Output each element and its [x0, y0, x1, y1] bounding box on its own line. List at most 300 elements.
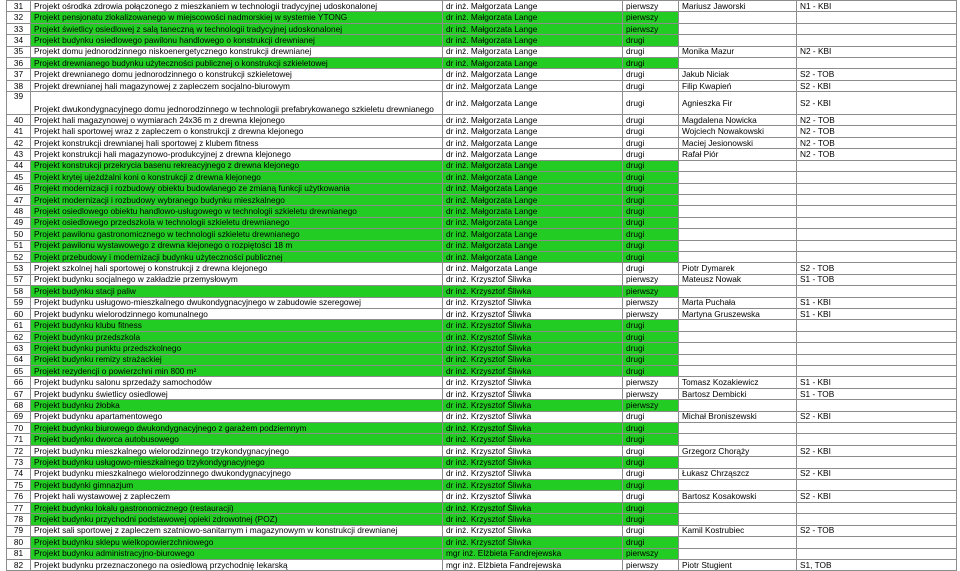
student-name-cell: Marta Puchała	[679, 297, 797, 308]
student-name-cell	[679, 251, 797, 262]
topic-title-cell: Projekt budynku mieszkalnego wielorodzinnego dwukondygnacyjnego	[31, 468, 443, 479]
degree-level-cell: pierwszy	[623, 548, 679, 559]
supervisor-cell: dr inż. Krzysztof Śliwka	[443, 366, 623, 377]
topic-title-cell: Projekt dwukondygnacyjnego domu jednorodzinnego w technologii prefabrykowanego szkieletu drewnianego	[31, 92, 443, 115]
specialization-cell	[797, 514, 957, 525]
row-number-cell: 62	[7, 331, 31, 342]
row-number-cell: 78	[7, 514, 31, 525]
student-name-cell	[679, 354, 797, 365]
table-row	[7, 354, 957, 365]
student-name-cell: Łukasz Chrząszcz	[679, 468, 797, 479]
topic-title-cell: Projekt drewnianej hali magazynowej z zapleczem socjalno-biurowym	[31, 80, 443, 91]
table-row	[7, 331, 957, 342]
student-name-cell: Mariusz Jaworski	[679, 1, 797, 12]
student-name-cell	[679, 172, 797, 183]
degree-level-cell: drugi	[623, 229, 679, 240]
supervisor-cell: dr inż. Krzysztof Śliwka	[443, 331, 623, 342]
row-number-cell: 33	[7, 23, 31, 34]
supervisor-cell: dr inż. Krzysztof Śliwka	[443, 468, 623, 479]
table-row	[7, 115, 957, 126]
supervisor-cell: dr inż. Krzysztof Śliwka	[443, 480, 623, 491]
row-number-cell: 57	[7, 274, 31, 285]
row-number-cell: 40	[7, 115, 31, 126]
degree-level-cell: pierwszy	[623, 559, 679, 570]
supervisor-cell: dr inż. Małgorzata Lange	[443, 58, 623, 69]
table-row	[7, 217, 957, 228]
row-number-cell: 76	[7, 491, 31, 502]
row-number-cell: 82	[7, 559, 31, 570]
topic-title-cell: Projekt budynku przychodni podstawowej opieki zdrowotnej (POZ)	[31, 514, 443, 525]
specialization-cell: S2 - KBI	[797, 411, 957, 422]
supervisor-cell: dr inż. Krzysztof Śliwka	[443, 274, 623, 285]
table-row	[7, 388, 957, 399]
topic-title-cell: Projekt krytej ujeżdżalni koni o konstrukcji z drewna klejonego	[31, 172, 443, 183]
student-name-cell	[679, 343, 797, 354]
specialization-cell	[797, 229, 957, 240]
table-row	[7, 491, 957, 502]
degree-level-cell: drugi	[623, 502, 679, 513]
topic-title-cell: Projekt rezydencji o powierzchni min 800 m²	[31, 366, 443, 377]
student-name-cell: Bartosz Kosakowski	[679, 491, 797, 502]
degree-level-cell: drugi	[623, 423, 679, 434]
supervisor-cell: dr inż. Małgorzata Lange	[443, 172, 623, 183]
row-number-cell: 32	[7, 12, 31, 23]
degree-level-cell: pierwszy	[623, 308, 679, 319]
specialization-cell: N2 - TOB	[797, 126, 957, 137]
topic-title-cell: Projekt budynku mieszkalnego wielorodzinnego trzykondygnacyjnego	[31, 445, 443, 456]
student-name-cell	[679, 229, 797, 240]
student-name-cell: Filip Kwapień	[679, 80, 797, 91]
supervisor-cell: dr inż. Krzysztof Śliwka	[443, 343, 623, 354]
topic-title-cell: Projekt budynku socjalnego w zakładzie przemysłowym	[31, 274, 443, 285]
topic-title-cell: Projekt pawilonu gastronomicznego w technologii szkieletu drewnianego	[31, 229, 443, 240]
supervisor-cell: dr inż. Małgorzata Lange	[443, 137, 623, 148]
specialization-cell: S1 - KBI	[797, 297, 957, 308]
degree-level-cell: drugi	[623, 58, 679, 69]
student-name-cell	[679, 331, 797, 342]
student-name-cell: Rafał Piór	[679, 149, 797, 160]
row-number-cell: 77	[7, 502, 31, 513]
specialization-cell: S2 - KBI	[797, 468, 957, 479]
row-number-cell: 38	[7, 80, 31, 91]
supervisor-cell: dr inż. Małgorzata Lange	[443, 251, 623, 262]
supervisor-cell: dr inż. Małgorzata Lange	[443, 194, 623, 205]
row-number-cell: 81	[7, 548, 31, 559]
supervisor-cell: dr inż. Małgorzata Lange	[443, 115, 623, 126]
specialization-cell	[797, 537, 957, 548]
topic-title-cell: Projekt budynku wielorodzinnego komunalnego	[31, 308, 443, 319]
table-row	[7, 137, 957, 148]
table-row	[7, 149, 957, 160]
degree-level-cell: drugi	[623, 35, 679, 46]
row-number-cell: 48	[7, 206, 31, 217]
supervisor-cell: dr inż. Małgorzata Lange	[443, 80, 623, 91]
row-number-cell: 43	[7, 149, 31, 160]
student-name-cell: Jakub Niciak	[679, 69, 797, 80]
row-number-cell: 45	[7, 172, 31, 183]
degree-level-cell: drugi	[623, 217, 679, 228]
table-row	[7, 308, 957, 319]
student-name-cell	[679, 400, 797, 411]
supervisor-cell: dr inż. Małgorzata Lange	[443, 1, 623, 12]
topic-title-cell: Projekt modernizacji i rozbudowy wybranego budynku mieszkalnego	[31, 194, 443, 205]
student-name-cell: Piotr Dymarek	[679, 263, 797, 274]
student-name-cell	[679, 240, 797, 251]
table-row	[7, 502, 957, 513]
student-name-cell	[679, 12, 797, 23]
student-name-cell	[679, 457, 797, 468]
student-name-cell: Martyna Gruszewska	[679, 308, 797, 319]
topic-title-cell: Projekt budynku administracyjno-biurowego	[31, 548, 443, 559]
student-name-cell	[679, 366, 797, 377]
degree-level-cell: drugi	[623, 320, 679, 331]
specialization-cell	[797, 58, 957, 69]
specialization-cell	[797, 434, 957, 445]
supervisor-cell: dr inż. Małgorzata Lange	[443, 149, 623, 160]
row-number-cell: 47	[7, 194, 31, 205]
row-number-cell: 34	[7, 35, 31, 46]
table-row	[7, 377, 957, 388]
specialization-cell: S2 - TOB	[797, 525, 957, 536]
degree-level-cell: drugi	[623, 137, 679, 148]
table-row	[7, 468, 957, 479]
specialization-cell: N2 - TOB	[797, 115, 957, 126]
table-row	[7, 514, 957, 525]
supervisor-cell: dr inż. Krzysztof Śliwka	[443, 502, 623, 513]
table-row	[7, 23, 957, 34]
topic-title-cell: Projekt budynku punktu przedszkolnego	[31, 343, 443, 354]
supervisor-cell: dr inż. Krzysztof Śliwka	[443, 445, 623, 456]
table-row	[7, 423, 957, 434]
degree-level-cell: pierwszy	[623, 388, 679, 399]
student-name-cell	[679, 537, 797, 548]
table-row	[7, 559, 957, 570]
degree-level-cell: pierwszy	[623, 1, 679, 12]
row-number-cell: 68	[7, 400, 31, 411]
student-name-cell: Bartosz Dembicki	[679, 388, 797, 399]
topic-title-cell: Projekt budynku osiedlowego pawilonu handlowego o konstrukcji drewnianej	[31, 35, 443, 46]
topic-title-cell: Projekt budynku klubu fitness	[31, 320, 443, 331]
table-row	[7, 69, 957, 80]
topic-title-cell: Projekt konstrukcji przekrycia basenu rekreacyjnego z drewna klejonego	[31, 160, 443, 171]
student-name-cell: Magdalena Nowicka	[679, 115, 797, 126]
supervisor-cell: dr inż. Małgorzata Lange	[443, 240, 623, 251]
row-number-cell: 50	[7, 229, 31, 240]
topic-title-cell: Projekt modernizacji i rozbudowy obiektu budowlanego ze zmianą funkcji użytkowania	[31, 183, 443, 194]
row-number-cell: 73	[7, 457, 31, 468]
topic-title-cell: Projekt budynku świetlicy osiedlowej	[31, 388, 443, 399]
specialization-cell	[797, 502, 957, 513]
supervisor-cell: dr inż. Krzysztof Śliwka	[443, 400, 623, 411]
specialization-cell	[797, 400, 957, 411]
topic-title-cell: Projekt budynku żłobka	[31, 400, 443, 411]
specialization-cell	[797, 183, 957, 194]
student-name-cell	[679, 423, 797, 434]
student-name-cell	[679, 480, 797, 491]
student-name-cell: Grzegorz Chorąży	[679, 445, 797, 456]
specialization-cell	[797, 366, 957, 377]
topic-title-cell: Projekt osiedlowego obiektu handlowo-usługowego w technologii szkieletu drewnianego	[31, 206, 443, 217]
table-row	[7, 537, 957, 548]
student-name-cell	[679, 206, 797, 217]
degree-level-cell: drugi	[623, 126, 679, 137]
degree-level-cell: drugi	[623, 366, 679, 377]
degree-level-cell: drugi	[623, 537, 679, 548]
student-name-cell	[679, 160, 797, 171]
degree-level-cell: drugi	[623, 468, 679, 479]
degree-level-cell: drugi	[623, 263, 679, 274]
supervisor-cell: dr inż. Krzysztof Śliwka	[443, 411, 623, 422]
table-row	[7, 445, 957, 456]
student-name-cell	[679, 183, 797, 194]
topic-title-cell: Projekt budynku sklepu wielkopowierzchniowego	[31, 537, 443, 548]
thesis-topics-table	[6, 0, 957, 571]
row-number-cell: 67	[7, 388, 31, 399]
student-name-cell	[679, 548, 797, 559]
specialization-cell: S1, TOB	[797, 559, 957, 570]
topic-title-cell: Projekt drewnianego domu jednorodzinnego o konstrukcji szkieletowej	[31, 69, 443, 80]
row-number-cell: 75	[7, 480, 31, 491]
supervisor-cell: dr inż. Małgorzata Lange	[443, 35, 623, 46]
student-name-cell: Tomasz Kozakiewicz	[679, 377, 797, 388]
specialization-cell	[797, 35, 957, 46]
degree-level-cell: drugi	[623, 343, 679, 354]
table-row	[7, 548, 957, 559]
supervisor-cell: dr inż. Krzysztof Śliwka	[443, 423, 623, 434]
degree-level-cell: drugi	[623, 525, 679, 536]
specialization-cell	[797, 354, 957, 365]
specialization-cell	[797, 251, 957, 262]
table-row	[7, 12, 957, 23]
supervisor-cell: mgr inż. Elżbieta Fandrejewska	[443, 548, 623, 559]
specialization-cell	[797, 423, 957, 434]
topic-title-cell: Projekt budynki gimnazjum	[31, 480, 443, 491]
supervisor-cell: dr inż. Krzysztof Śliwka	[443, 308, 623, 319]
supervisor-cell: dr inż. Krzysztof Śliwka	[443, 457, 623, 468]
specialization-cell	[797, 194, 957, 205]
student-name-cell	[679, 58, 797, 69]
topic-title-cell: Projekt szkolnej hali sportowej o konstrukcji z drewna klejonego	[31, 263, 443, 274]
row-number-cell: 37	[7, 69, 31, 80]
row-number-cell: 39	[7, 92, 31, 115]
student-name-cell	[679, 23, 797, 34]
row-number-cell: 41	[7, 126, 31, 137]
topic-title-cell: Projekt przebudowy i modernizacji budynku użyteczności publicznej	[31, 251, 443, 262]
table-row	[7, 320, 957, 331]
table-row	[7, 126, 957, 137]
student-name-cell	[679, 194, 797, 205]
degree-level-cell: drugi	[623, 194, 679, 205]
topic-title-cell: Projekt drewnianego budynku użyteczności publicznej o konstrukcji szkieletowej	[31, 58, 443, 69]
table-row	[7, 251, 957, 262]
table-row	[7, 343, 957, 354]
student-name-cell: Wojciech Nowakowski	[679, 126, 797, 137]
degree-level-cell: drugi	[623, 514, 679, 525]
supervisor-cell: dr inż. Krzysztof Śliwka	[443, 537, 623, 548]
specialization-cell: S1 - TOB	[797, 274, 957, 285]
supervisor-cell: dr inż. Małgorzata Lange	[443, 183, 623, 194]
supervisor-cell: dr inż. Krzysztof Śliwka	[443, 354, 623, 365]
supervisor-cell: dr inż. Małgorzata Lange	[443, 23, 623, 34]
table-row	[7, 46, 957, 57]
specialization-cell	[797, 23, 957, 34]
degree-level-cell: pierwszy	[623, 377, 679, 388]
topic-title-cell: Projekt hali wystawowej z zapleczem	[31, 491, 443, 502]
row-number-cell: 80	[7, 537, 31, 548]
topic-title-cell: Projekt budynku salonu sprzedaży samochodów	[31, 377, 443, 388]
student-name-cell: Mateusz Nowak	[679, 274, 797, 285]
student-name-cell: Michał Broniszewski	[679, 411, 797, 422]
supervisor-cell: dr inż. Małgorzata Lange	[443, 217, 623, 228]
specialization-cell: N1 - KBI	[797, 1, 957, 12]
supervisor-cell: dr inż. Krzysztof Śliwka	[443, 525, 623, 536]
row-number-cell: 66	[7, 377, 31, 388]
specialization-cell: S2 - KBI	[797, 445, 957, 456]
student-name-cell	[679, 502, 797, 513]
table-row	[7, 480, 957, 491]
row-number-cell: 65	[7, 366, 31, 377]
degree-level-cell: drugi	[623, 491, 679, 502]
table-row	[7, 206, 957, 217]
table-row	[7, 1, 957, 12]
specialization-cell	[797, 240, 957, 251]
specialization-cell	[797, 548, 957, 559]
topic-title-cell: Projekt budynku apartamentowego	[31, 411, 443, 422]
student-name-cell: Kamil Kostrubiec	[679, 525, 797, 536]
degree-level-cell: drugi	[623, 92, 679, 115]
supervisor-cell: dr inż. Krzysztof Śliwka	[443, 377, 623, 388]
specialization-cell: S2 - TOB	[797, 263, 957, 274]
table-row	[7, 297, 957, 308]
specialization-cell: N2 - KBI	[797, 46, 957, 57]
degree-level-cell: drugi	[623, 331, 679, 342]
student-name-cell	[679, 35, 797, 46]
topic-title-cell: Projekt budynku usługowo-mieszkalnego trzykondygnacyjnego	[31, 457, 443, 468]
table-row	[7, 457, 957, 468]
degree-level-cell: drugi	[623, 69, 679, 80]
degree-level-cell: drugi	[623, 411, 679, 422]
topic-title-cell: Projekt konstrukcji hali magazynowo-produkcyjnej z drewna klejonego	[31, 149, 443, 160]
table-row	[7, 80, 957, 91]
supervisor-cell: dr inż. Małgorzata Lange	[443, 206, 623, 217]
degree-level-cell: drugi	[623, 160, 679, 171]
topic-title-cell: Projekt świetlicy osiedlowej z salą taneczną w technologii tradycyjnej udoskonalonej	[31, 23, 443, 34]
specialization-cell	[797, 320, 957, 331]
degree-level-cell: drugi	[623, 354, 679, 365]
topic-title-cell: Projekt budynku stacji paliw	[31, 286, 443, 297]
specialization-cell: N2 - TOB	[797, 137, 957, 148]
table-row	[7, 274, 957, 285]
specialization-cell	[797, 480, 957, 491]
topic-title-cell: Projekt domu jednorodzinnego niskoenergetycznego konstrukcji drewnianej	[31, 46, 443, 57]
table-row	[7, 434, 957, 445]
row-number-cell: 36	[7, 58, 31, 69]
table-row	[7, 58, 957, 69]
supervisor-cell: dr inż. Małgorzata Lange	[443, 69, 623, 80]
supervisor-cell: dr inż. Małgorzata Lange	[443, 12, 623, 23]
row-number-cell: 53	[7, 263, 31, 274]
supervisor-cell: dr inż. Krzysztof Śliwka	[443, 388, 623, 399]
topic-title-cell: Projekt hali magazynowej o wymiarach 24x36 m z drewna klejonego	[31, 115, 443, 126]
table-row	[7, 525, 957, 536]
supervisor-cell: dr inż. Małgorzata Lange	[443, 160, 623, 171]
student-name-cell	[679, 434, 797, 445]
supervisor-cell: dr inż. Krzysztof Śliwka	[443, 297, 623, 308]
degree-level-cell: drugi	[623, 434, 679, 445]
student-name-cell: Agnieszka Fir	[679, 92, 797, 115]
topic-title-cell: Projekt budynku usługowo-mieszkalnego dwukondygnacyjnego w zabudowie szeregowej	[31, 297, 443, 308]
student-name-cell: Piotr Stugient	[679, 559, 797, 570]
topic-title-cell: Projekt budynku remizy strażackiej	[31, 354, 443, 365]
specialization-cell	[797, 172, 957, 183]
topic-title-cell: Projekt budynku biurowego dwukondygnacyjnego z garażem podziemnym	[31, 423, 443, 434]
row-number-cell: 71	[7, 434, 31, 445]
table-row	[7, 183, 957, 194]
supervisor-cell: dr inż. Krzysztof Śliwka	[443, 434, 623, 445]
degree-level-cell: drugi	[623, 80, 679, 91]
table-row	[7, 286, 957, 297]
specialization-cell: N2 - TOB	[797, 149, 957, 160]
supervisor-cell: dr inż. Krzysztof Śliwka	[443, 320, 623, 331]
table-row	[7, 229, 957, 240]
table-row	[7, 263, 957, 274]
topic-title-cell: Projekt konstrukcji drewnianej hali sportowej z klubem fitness	[31, 137, 443, 148]
degree-level-cell: drugi	[623, 172, 679, 183]
topic-title-cell: Projekt budynku lokalu gastronomicznego (restauracji)	[31, 502, 443, 513]
topic-title-cell: Projekt ośrodka zdrowia połączonego z mieszkaniem w technologii tradycyjnej udoskonalonej	[31, 1, 443, 12]
specialization-cell: S2 - KBI	[797, 80, 957, 91]
table-row	[7, 35, 957, 46]
row-number-cell: 46	[7, 183, 31, 194]
degree-level-cell: pierwszy	[623, 274, 679, 285]
supervisor-cell: dr inż. Małgorzata Lange	[443, 229, 623, 240]
specialization-cell: S2 - KBI	[797, 491, 957, 502]
degree-level-cell: drugi	[623, 46, 679, 57]
table-row	[7, 172, 957, 183]
topic-title-cell: Projekt budynku przeznaczonego na osiedlową przychodnię lekarską	[31, 559, 443, 570]
row-number-cell: 42	[7, 137, 31, 148]
degree-level-cell: drugi	[623, 115, 679, 126]
row-number-cell: 61	[7, 320, 31, 331]
specialization-cell: S1 - KBI	[797, 377, 957, 388]
degree-level-cell: drugi	[623, 251, 679, 262]
table-row	[7, 366, 957, 377]
specialization-cell: S1 - KBI	[797, 308, 957, 319]
student-name-cell	[679, 320, 797, 331]
degree-level-cell: pierwszy	[623, 400, 679, 411]
row-number-cell: 69	[7, 411, 31, 422]
row-number-cell: 35	[7, 46, 31, 57]
specialization-cell	[797, 343, 957, 354]
row-number-cell: 52	[7, 251, 31, 262]
row-number-cell: 64	[7, 354, 31, 365]
specialization-cell	[797, 160, 957, 171]
student-name-cell	[679, 514, 797, 525]
specialization-cell	[797, 331, 957, 342]
table-row	[7, 400, 957, 411]
specialization-cell: S2 - TOB	[797, 69, 957, 80]
table-row	[7, 92, 957, 115]
degree-level-cell: drugi	[623, 183, 679, 194]
topic-title-cell: Projekt pawilonu wystawowego z drewna klejonego o rozpiętości 18 m	[31, 240, 443, 251]
specialization-cell	[797, 286, 957, 297]
topic-title-cell: Projekt pensjonatu zlokalizowanego w miejscowości nadmorskiej w systemie YTONG	[31, 12, 443, 23]
topic-title-cell: Projekt budynku dworca autobusowego	[31, 434, 443, 445]
specialization-cell	[797, 217, 957, 228]
row-number-cell: 58	[7, 286, 31, 297]
specialization-cell	[797, 206, 957, 217]
row-number-cell: 74	[7, 468, 31, 479]
